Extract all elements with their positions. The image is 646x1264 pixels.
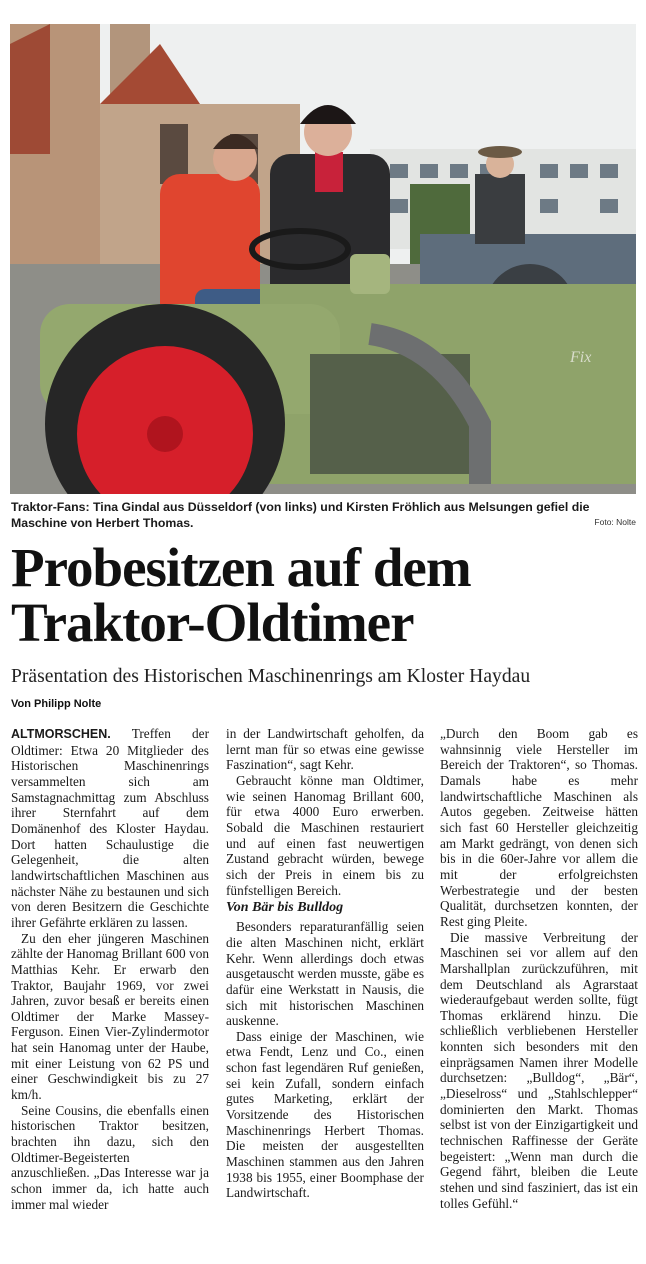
tractor-photo-illustration [10, 24, 636, 494]
paragraph: Zu den eher jüngeren Maschinen zählte der Hanomag Brillant 600 von Matthias Kehr. Er erwarb den Traktor, Baujahr 1969, vor zwei Jahren, zuvor besaß er bereits einen Oldtimer der Marke Massey-Ferguson. Einen Vier-Zylindermotor hat sein Hanomag unter der Haube, mit einer Leistung von 62 PS und einer Geschwindigkeit bis zu 27 km/h. [11, 930, 209, 1103]
article-photo [10, 24, 636, 494]
headline-line-1: Probesitzen auf dem [11, 537, 471, 598]
tractor-badge: Fix [570, 349, 592, 366]
headline-line-2: Traktor-Oldtimer [11, 592, 414, 653]
paragraph: in der Landwirtschaft geholfen, da lernt man für so etwas eine gewisse Faszination“, sagt Kehr. [226, 726, 424, 773]
caption-text: Traktor-Fans: Tina Gindal aus Düsseldorf (von links) und Kirsten Fröhlich aus Melsungen gefiel die Maschine von Herbert Thomas. [11, 500, 590, 530]
article-column-2 [226, 726, 424, 1201]
paragraph: „Durch den Boom gab es wahnsinnig viele Hersteller im Bereich der Traktoren“, so Thomas. Damals habe es mehr landwirtschaftliche Maschinen als Autos gegeben. Zeitweise hätten sich fast 60 Hersteller gleichzeitig am Markt gedrängt, von denen sich bis in die 60er-Jahre vor allem die mit der erfolgreichsten Werbestrategie und der besten Qualität, durchsetzen konnten, der Rest ging Pleite. [440, 726, 638, 929]
paragraph: Gebraucht könne man Oldtimer, wie seinen Hanomag Brillant 600, für etwa 4000 Euro erwerben. Sobald die Maschinen restauriert und auf einen fast neuwertigen Zustand gebracht würden, bewege sich der Preis in einem bis zu fünfstelligen Bereich. [226, 772, 424, 898]
paragraph: Seine Cousins, die ebenfalls einen historischen Traktor besitzen, brachten ihn dazu, sich den Oldtimer-Begeisterten anzuschließen. „Das Interesse war ja schon immer da, ich hatte auch immer mal wieder [11, 1102, 209, 1212]
photo-caption [11, 499, 635, 531]
paragraph: Die massive Verbreitung der Maschinen sei vor allem auf den Marshallplan zurückzuführen, mit dem Deutschland als Agrarstaat wiederaufgebaut werden sollte, fügt Thomas erklärend hinzu. Die schließlich verbliebenen Hersteller konnten sich besonders mit den einprägsamen Namen ihrer Modelle durchsetzen: „Bulldog“, „Bär“, „Dieselross“ und „Stahlschlepper“ dominierten den Markt. Thomas selbst ist von der Einzigartigkeit und technischen Raffinesse der Geräte begeistert: „Wenn man durch die Gegend fährt, bleiben die Leute stehen und sind fasziniert, das ist ein tolles Gefühl.“ [440, 929, 638, 1211]
article-column-3 [440, 726, 638, 1211]
subheadline: Präsentation des Historischen Maschinenrings am Kloster Haydau [11, 666, 531, 687]
paragraph-text: Treffen der Oldtimer: Etwa 20 Mitglieder des Historischen Maschinenrings versammelten sich am Samstagnachmittag zum Abschluss ihrer Sternfahrt auf dem Domänenhof des Kloster Haydau. Dort hatten Schaulustige die Gelegenheit, die alten landwirtschaftlichen Maschinen aus nächster Nähe zu bestaunen und sich von deren Besitzern die Geschichte ihrer Gefährte erklären zu lassen. [11, 726, 209, 930]
article-column-1 [11, 726, 209, 1212]
paragraph [11, 726, 209, 931]
photo-credit: Foto: Nolte [594, 517, 636, 527]
headline [11, 537, 641, 653]
section-heading: Von Bär bis Bulldog [226, 900, 344, 916]
dateline: ALTMORSCHEN. [11, 727, 111, 741]
byline: Von Philipp Nolte [11, 698, 102, 710]
paragraph: Dass einige der Maschinen, wie etwa Fendt, Lenz und Co., einen schon fast legendären Ruf genießen, sei kein Zufall, sondern einfach gutes Marketing, erklärt der Vorsitzende des Historischen Maschinenrings Herbert Thomas. Die meisten der ausgestellten Maschinen stammen aus den Jahren 1938 bis 1955, einer Boomphase der Landwirtschaft. [226, 1028, 424, 1201]
paragraph: Besonders reparaturanfällig seien die alten Maschinen nicht, erklärt Kehr. Wenn allerdings doch etwas ausgetauscht werden musste, gäbe es dafür eine Werkstatt in Nausis, die sich mit historischen Maschinen auskenne. [226, 919, 424, 1029]
